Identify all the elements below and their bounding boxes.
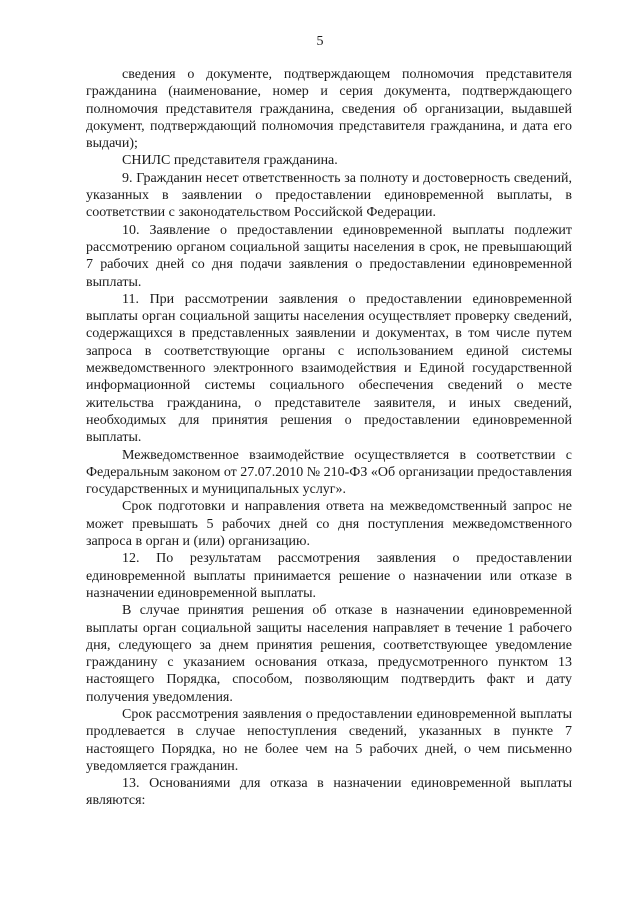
paragraph-refusal-notification: В случае принятия решения об отказе в назначении единовременной выплаты орган социальной защиты населения направляет в течение 1 рабочего дня, следующего за днем принятия решения, соответствующее уведомление гражданину с указанием основания отказа, предусмотренного пунктом 13 настоящего Порядка, способом, позволяющим подтвердить факт и дату получения уведомления. (86, 603, 572, 705)
paragraph-interagency-interaction: Межведомственное взаимодействие осуществляется в соответствии с Федеральным законом от 27.07.2010 № 210-ФЗ «Об организации предоставления государственных и муниципальных услуг». (86, 447, 572, 498)
paragraph-clause-13: 13. Основаниями для отказа в назначении единовременной выплаты являются: (86, 776, 572, 809)
paragraph-clause-11: 11. При рассмотрении заявления о предоставлении единовременной выплаты орган социальной защиты населения осуществляет проверку сведений, содержащихся в представленных заявлении и документах, в том числе путем запроса в соответствующие органы с использованием единой системы межведомственного электронного взаимодействия и Единой государственной информационной системы социального обеспечения сведений о месте жительства гражданина, о представителе заявителя, и иных сведений, необходимых для принятия решения о предоставлении единовременной выплаты. (86, 291, 572, 446)
page-number: 5 (316, 34, 324, 49)
document-body (86, 66, 572, 810)
paragraph-clause-10: 10. Заявление о предоставлении единовременной выплаты подлежит рассмотрению органом социальной защиты населения в срок, не превышающий 7 рабочих дней со дня подачи заявления о предоставлении единовременной выплаты. (86, 222, 572, 290)
paragraph-review-extension: Срок рассмотрения заявления о предоставлении единовременной выплаты продлевается в случае непоступления сведений, указанных в пункте 7 настоящего Порядка, но не более чем на 5 рабочих дней, о чем письменно уведомляется гражданин. (86, 706, 572, 774)
paragraph-response-deadline: Срок подготовки и направления ответа на межведомственный запрос не может превышать 5 рабочих дней со дня поступления межведомственного запроса в орган и (или) организацию. (86, 499, 572, 550)
paragraph-representative-snils: СНИЛС представителя гражданина. (122, 153, 338, 169)
paragraph-clause-9: 9. Гражданин несет ответственность за полноту и достоверность сведений, указанных в заявлении о предоставлении единовременной выплаты, в соответствии с законодательством Российской Федерации. (86, 170, 572, 221)
paragraph-clause-12: 12. По результатам рассмотрения заявления о предоставлении единовременной выплаты принимается решение о назначении или отказе в назначении единовременной выплаты. (86, 551, 572, 601)
paragraph-representative-document-info: сведения о документе, подтверждающем полномочия представителя гражданина (наименование, номер и серия документа, подтверждающего полномочия представителя гражданина, сведения об организации, выдавшей документ, подтверждающий полномочия представителя гражданина, и дата его выдачи); (86, 67, 572, 152)
